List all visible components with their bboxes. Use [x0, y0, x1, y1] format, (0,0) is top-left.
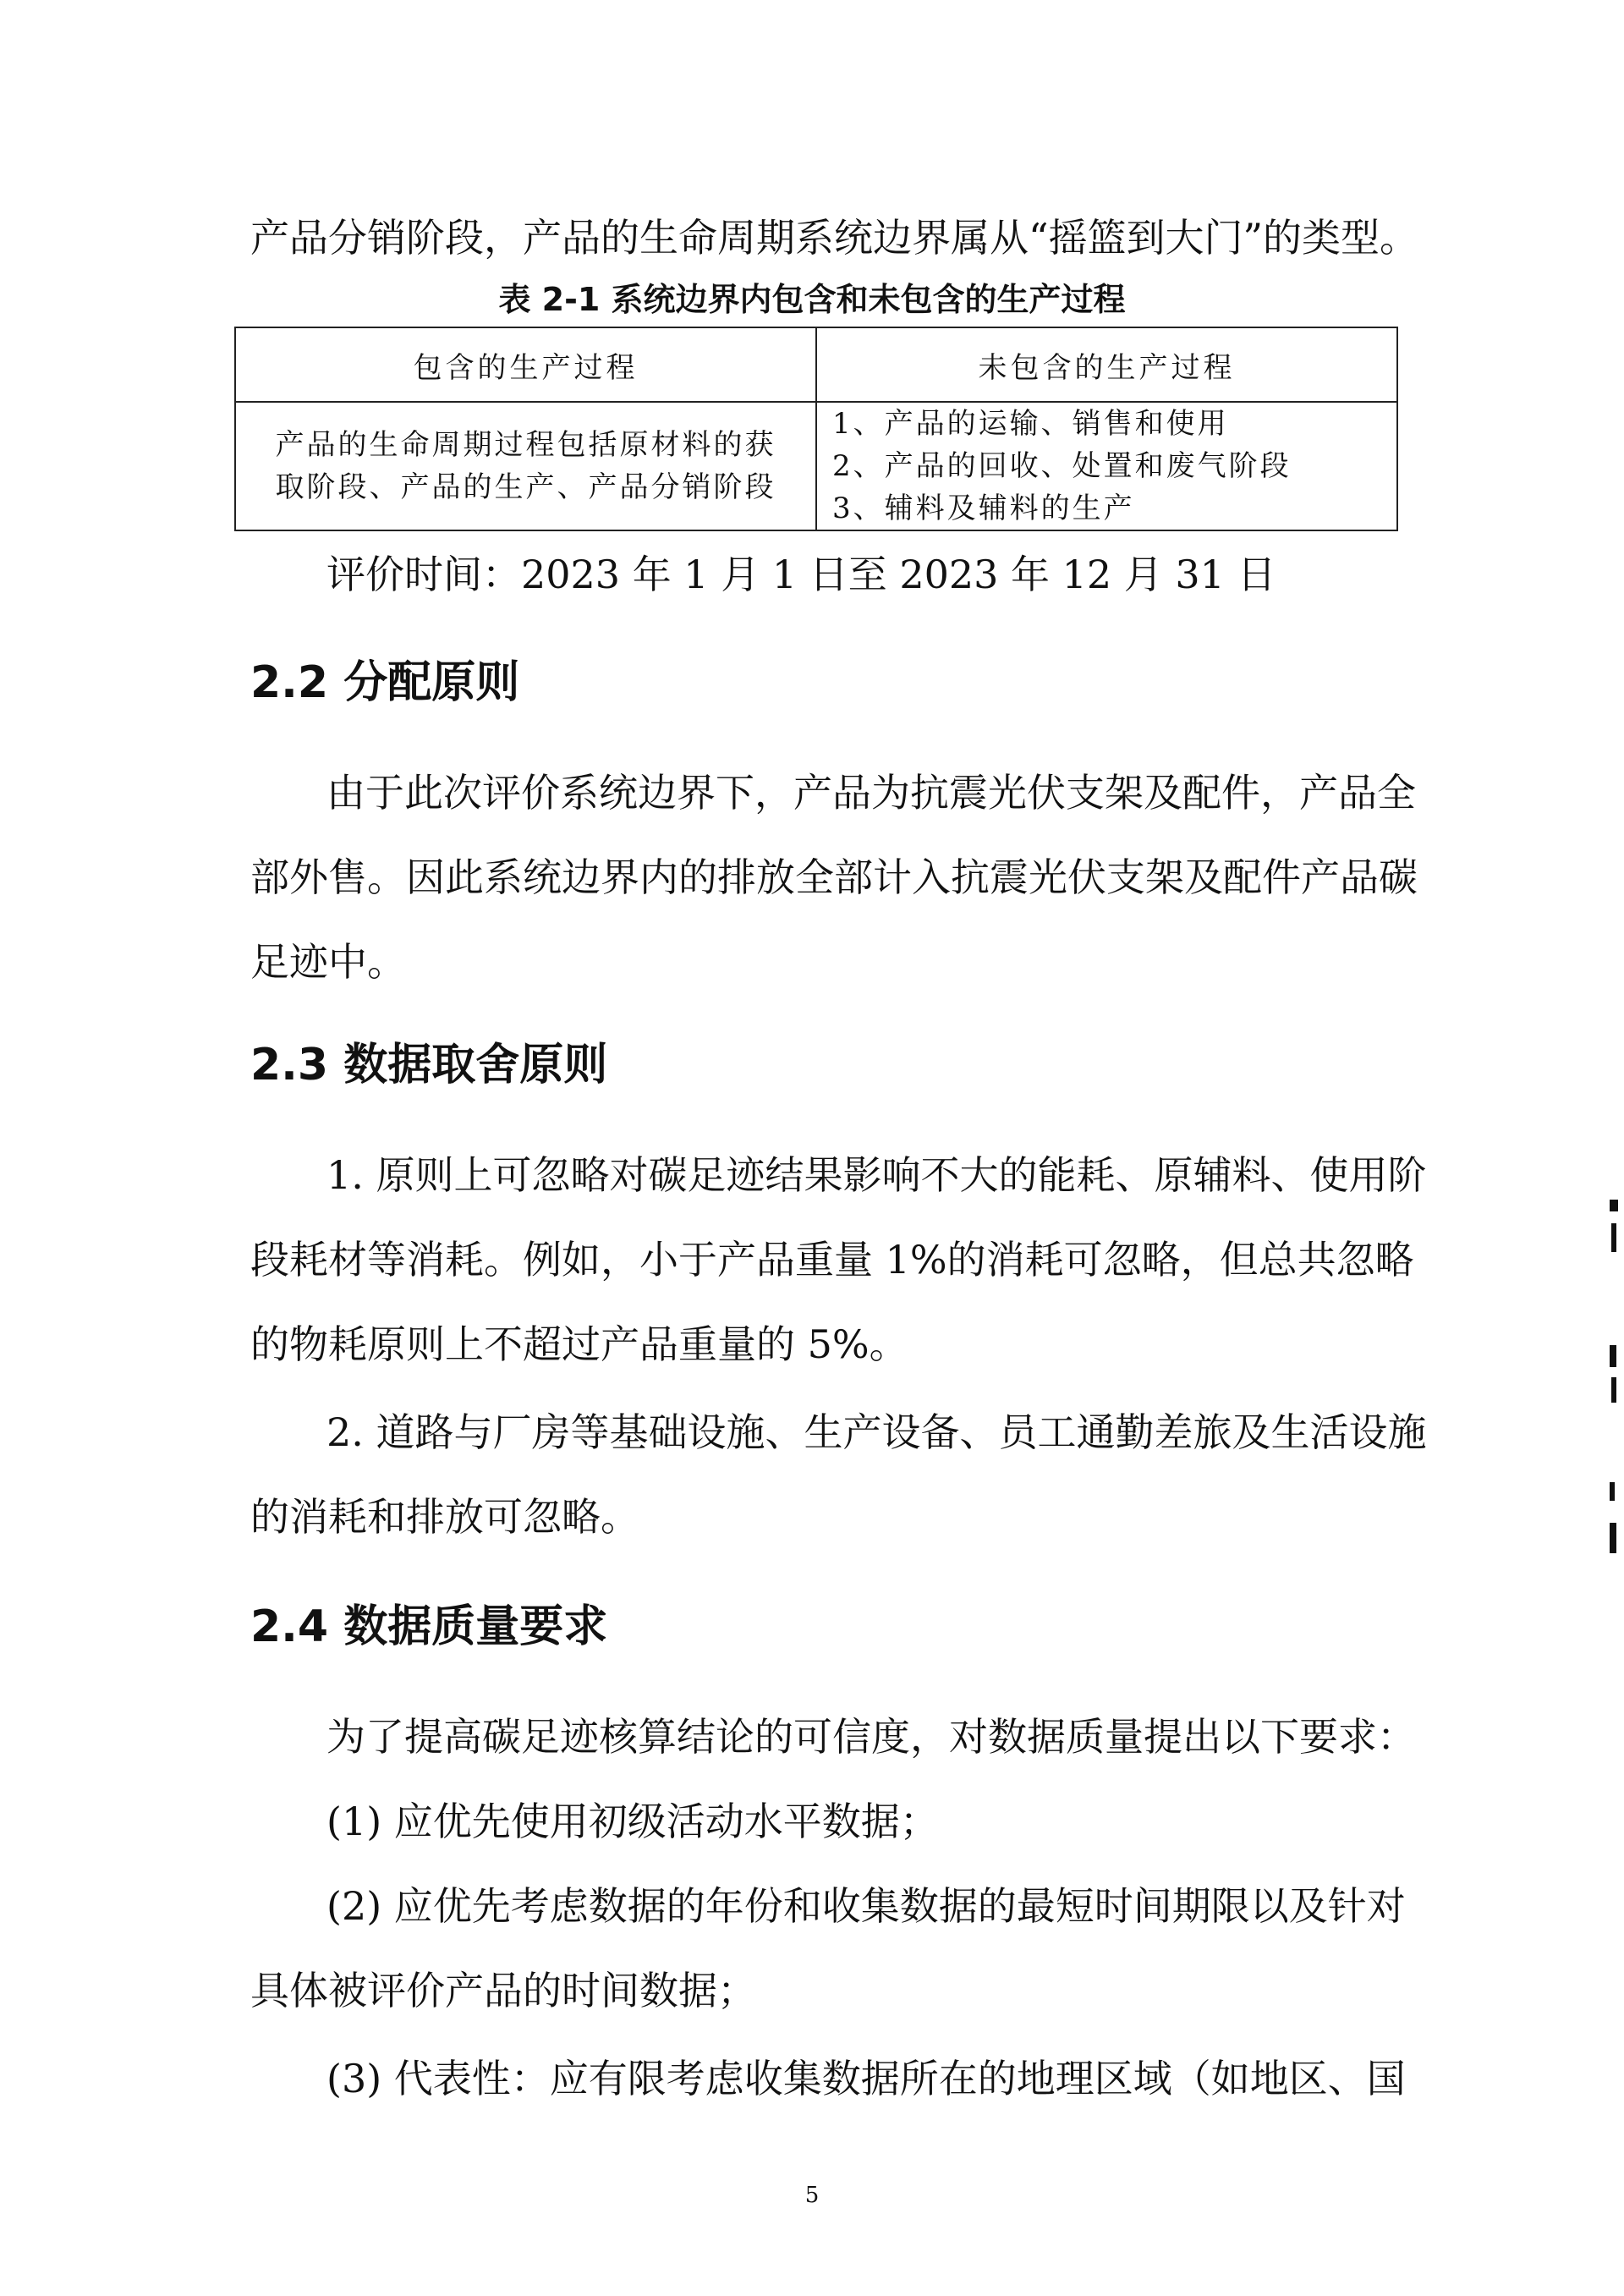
excluded-cell: [816, 402, 1397, 530]
scan-mark: [1611, 1377, 1616, 1403]
header-excluded: 未包含的生产过程: [816, 327, 1397, 402]
scan-mark: [1610, 1200, 1618, 1211]
scan-mark: [1611, 1223, 1616, 1252]
intro-line: 产品分销阶段，产品的生命周期系统边界属从“摇篮到大门”的类型。: [250, 215, 1419, 261]
process-table: [234, 327, 1398, 531]
paragraph-line: 由于此次评价系统边界下，产品为抗震光伏支架及配件，产品全: [326, 770, 1416, 816]
list-item: (2) 应优先考虑数据的年份和收集数据的最短时间期限以及针对: [326, 1883, 1406, 1929]
paragraph-line: 部外售。因此系统边界内的排放全部计入抗震光伏支架及配件产品碳: [250, 854, 1418, 900]
list-item: (1) 应优先使用初级活动水平数据；: [326, 1799, 939, 1844]
paragraph-line: 足迹中。: [250, 939, 406, 985]
table-row: [235, 402, 1397, 530]
table-caption: 表 2-1 系统边界内包含和未包含的生产过程: [498, 281, 1126, 318]
excluded-item: 3、辅料及辅料的生产: [832, 492, 1135, 525]
excluded-item: 2、产品的回收、处置和废气阶段: [832, 449, 1292, 483]
paragraph-line: 2. 道路与厂房等基础设施、生产设备、员工通勤差旅及生活设施: [326, 1409, 1427, 1455]
scan-mark: [1610, 1523, 1616, 1553]
header-included: 包含的生产过程: [235, 327, 816, 402]
table-header-row: [235, 327, 1397, 402]
paragraph-line: 的消耗和排放可忽略。: [250, 1494, 639, 1540]
paragraph-line: 1. 原则上可忽略对碳足迹结果影响不大的能耗、原辅料、使用阶: [326, 1152, 1427, 1198]
paragraph-line: 为了提高碳足迹核算结论的可信度，对数据质量提出以下要求：: [326, 1714, 1416, 1760]
section-heading-2-2: 2.2 分配原则: [250, 657, 520, 708]
included-line: 取阶段、产品的生产、产品分销阶段: [275, 470, 776, 504]
page-number: 5: [804, 2183, 820, 2208]
section-heading-2-4: 2.4 数据质量要求: [250, 1601, 608, 1652]
paragraph-line: 具体被评价产品的时间数据；: [250, 1968, 756, 2013]
paragraph-line: 段耗材等消耗。例如，小于产品重量 1%的消耗可忽略，但总共忽略: [250, 1237, 1414, 1283]
paragraph-line: 的物耗原则上不超过产品重量的 5%。: [250, 1321, 908, 1367]
evaluation-time: 评价时间：2023 年 1 月 1 日至 2023 年 12 月 31 日: [326, 552, 1276, 597]
included-line: 产品的生命周期过程包括原材料的获: [275, 428, 776, 462]
section-heading-2-3: 2.3 数据取舍原则: [250, 1040, 608, 1090]
included-cell: [235, 402, 816, 530]
scan-mark: [1610, 1482, 1615, 1501]
list-item: (3) 代表性：应有限考虑收集数据所在的地理区域（如地区、国: [326, 2056, 1406, 2101]
scan-mark: [1610, 1345, 1616, 1367]
excluded-item: 1、产品的运输、销售和使用: [832, 407, 1229, 441]
